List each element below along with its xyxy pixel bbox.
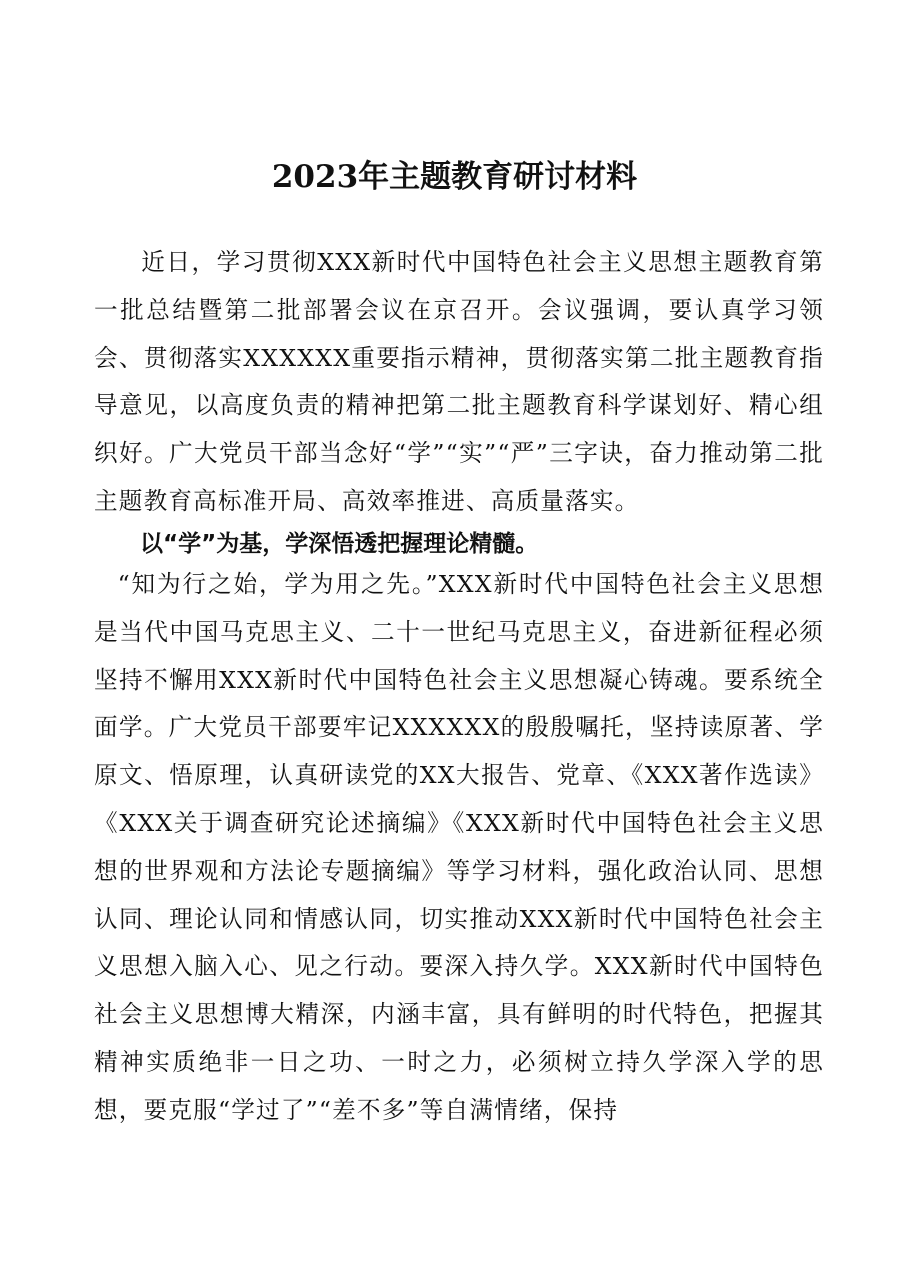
intro-paragraph: 近日，学习贯彻XXX新时代中国特色社会主义思想主题教育第一批总结暨第二批部署会议在京召开。会议强调，要认真学习领会、贯彻落实XXXXXX重要指示精神，贯彻落实第二批主题教育指导意见，以高度负责的精神把第二批主题教育科学谋划好、精心组织好。广大党员干部当念好“学”“实”“严”三字诀，奋力推动第二批主题教育高标准开局、高效率推进、高质量落实。 [94, 248, 824, 515]
body-paragraph: “知为行之始，学为用之先。”XXX新时代中国特色社会主义思想是当代中国马克思主义、二十一世纪马克思主义，奋进新征程必须坚持不懈用XXX新时代中国特色社会主义思想凝心铸魂。要系统全面学。广大党员干部要牢记XXXXXX的殷殷嘱托，坚持读原著、学原文、悟原理，认真研读党的XX大报告、党章、《XXX著作选读》《XXX关于调查研究论述摘编》《XXX新时代中国特色社会主义思想的世界观和方法论专题摘编》等学习材料，强化政治认同、思想认同、理论认同和情感认同，切实推动XXX新时代中国特色社会主义思想入脑入心、见之行动。要深入持久学。XXX新时代中国特色社会主义思想博大精深，内涵丰富，具有鲜明的时代特色，把握其精神实质绝非一日之功、一时之力，必须树立持久学深入学的思想，要克服“学过了”“差不多”等自满情绪，保持 [94, 570, 824, 1124]
document-title: 2023年主题教育研讨材料 [271, 159, 638, 195]
section-heading: 以“学”为基，学深悟透把握理论精髓。 [140, 531, 539, 557]
